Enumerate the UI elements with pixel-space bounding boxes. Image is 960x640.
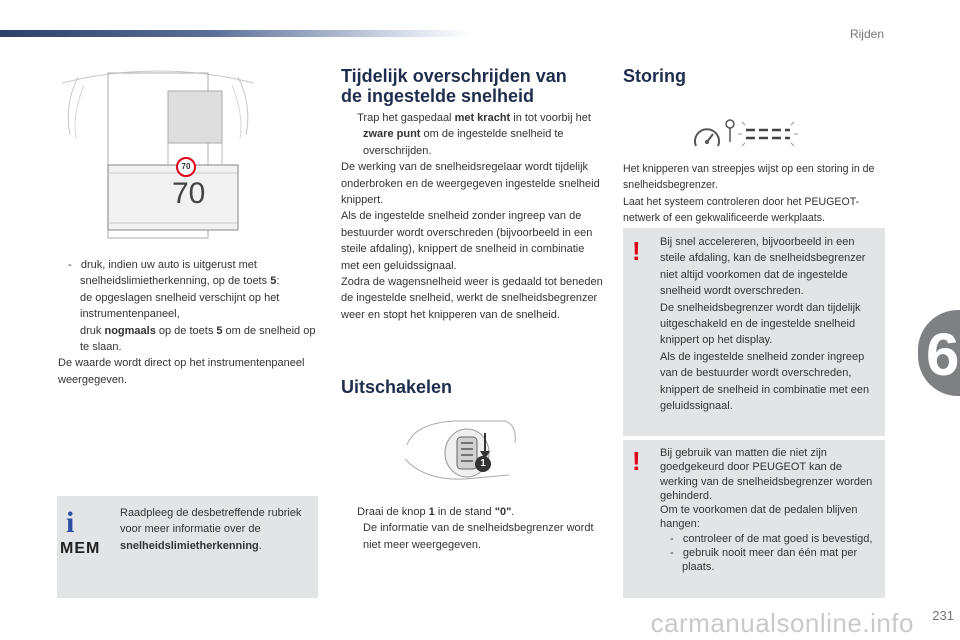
step-text: druk [80,324,105,337]
bold-text: nogmaals [104,324,156,337]
info-icon: i [66,506,75,539]
paragraph: Als de ingestelde snelheid zonder ingreep van de bestuurder wordt overschreden (bijvoorbeeld in een steile afdaling), knippert de snelheid in combinatie met een geluidssignaal. [341,210,593,272]
control-number-badge: 1 [475,456,491,472]
info-bold: snelheidslimietherkenning [120,539,259,552]
dash: - [68,259,72,271]
warning-paragraph: Om te voorkomen dat de pedalen blijven hangen: [660,504,858,531]
title-uitschakelen: Uitschakelen [341,377,453,397]
col2-text [341,110,603,323]
warning-paragraph: Bij gebruik van matten die niet zijn goedgekeurd door PEUGEOT kan de werking van de snelheidsbegrenzer worden gehinderd. [660,447,873,502]
header-bar [0,30,470,37]
bullet-accelerate [341,110,603,159]
title-line: de ingestelde snelheid [341,86,535,106]
chapter-tab [918,310,960,396]
step-1 [58,257,320,290]
info-text: . [258,539,262,552]
paragraph: Laat het systeem controleren door het PEUGEOT-netwerk of een gekwalificeerde werkplaats. [623,195,860,225]
col2-text-bottom [341,504,603,553]
chapter-number: 6 [926,321,960,388]
paragraph: De werking van de snelheidsregelaar wordt tijdelijk onderbroken en de weergegeven ingestelde snelheid knippert. [341,161,600,207]
step-text: op de toets [155,324,217,337]
warning-item [660,546,882,575]
step-text: druk, indien uw auto is uitgerust met snelheidslimietherkenning, op de toets [80,259,271,288]
paragraph: Het knipperen van streepjes wijst op een storing in de snelheidsbegrenzer. [623,163,875,192]
dashboard-illustration [58,65,258,240]
warning-paragraph: Bij snel accelereren, bijvoorbeeld in een steile afdaling, kan de snelheidsbegrenzer niet altijd voorkomen dat de ingestelde snelheid wordt overschreden. [660,236,866,298]
warning-paragraph: Als de ingestelde snelheid zonder ingreep van de bestuurder wordt overschreden, knippert de snelheid in combinatie met een geluidssignaal. [660,350,870,413]
bold-text: "0" [494,506,512,518]
warning-item [660,532,882,546]
limiter-fault-display-icon [690,116,805,156]
dash: - [670,547,674,560]
info-box-text [120,505,310,554]
warning-2-text [660,446,882,575]
warning-icon: ! [632,236,641,266]
sub-text: De informatie van de snelheidsbegrenzer wordt niet meer weergegeven. [363,522,594,551]
text: . [511,506,515,518]
warning-icon: ! [632,446,641,476]
text: in de stand [434,506,495,518]
info-text: Raadpleeg de desbetreffende rubriek voor meer informatie over de [120,507,302,536]
key-number: 5 [216,324,223,337]
col3-text [623,161,885,227]
bullet-turn-knob [341,504,603,520]
watermark: carmanualsonline.info [650,608,914,638]
text: Draai de knop [357,506,429,518]
title-storing: Storing [623,66,686,86]
speed-sign-icon: 70 [176,157,196,177]
bold-text: met kracht [454,112,511,124]
col1-steps [58,257,320,388]
step-text: de opgeslagen snelheid verschijnt op het instrumentenpaneel, [80,291,280,321]
step-1a [58,290,320,323]
step-text: : [276,275,280,288]
warning-1-text [660,234,880,414]
dash: - [670,532,674,545]
text: om de ingestelde snelheid te overschrijden. [363,128,564,157]
paragraph: Zodra de wagensnelheid weer is gedaald tot beneden de ingestelde snelheid, werkt de snelheidsbegrenzer weer en stopt het knipperen van de snelheid. [341,276,603,321]
warning-paragraph: De snelheidsbegrenzer wordt dan tijdelijk uitgeschakeld en de ingestelde snelheid knippert op het display. [660,301,861,347]
item-text: controleer of de mat goed is bevestigd, [682,532,873,545]
bold-text: zware punt [363,128,421,141]
page-number: 231 [932,608,954,623]
step-1b [58,323,320,356]
text: in tot voorbij het [510,112,591,124]
text: Trap het gaspedaal [357,112,455,124]
section-title: Rijden [849,27,884,41]
item-text: gebruik nooit meer dan één mat per plaats. [682,547,858,574]
bold-text: 1 [428,506,435,518]
dashboard-speed-value: 70 [172,177,206,210]
title-line: Tijdelijk overschrijden van [341,66,567,86]
step-text: om de snelheid op te slaan. [80,324,316,354]
key-number: 5 [270,275,277,288]
mem-label: MEM [60,540,101,557]
limiter-stalk-illustration [405,415,525,485]
section-title-override [341,66,611,106]
closing-text: De waarde wordt direct op het instrumentenpaneel weergegeven. [58,357,305,386]
